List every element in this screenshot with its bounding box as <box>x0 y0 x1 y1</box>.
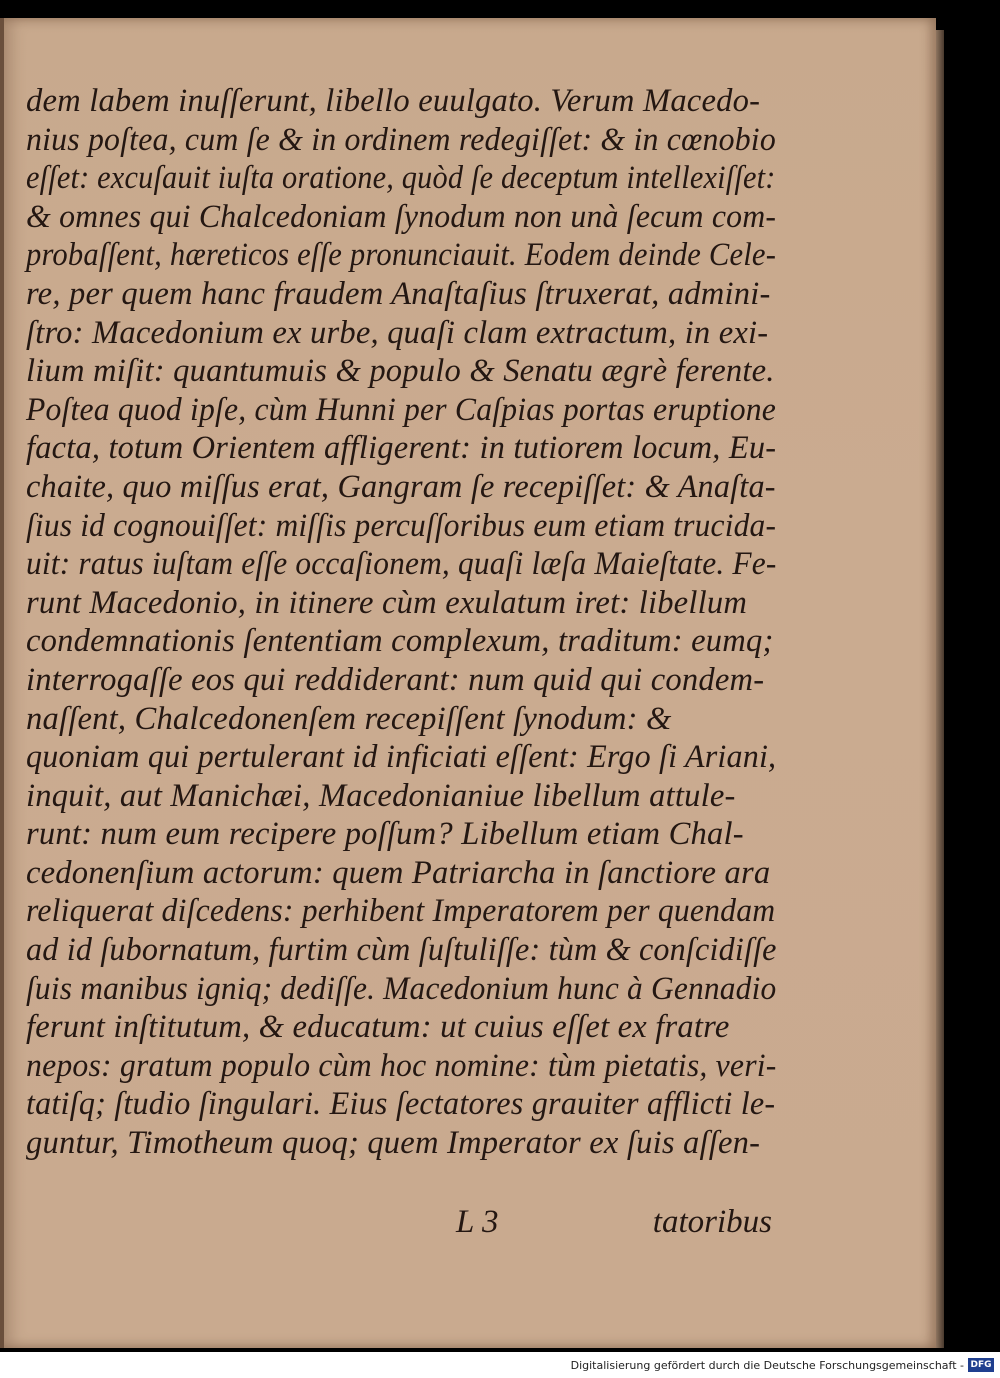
credit-bar <box>0 1352 1000 1378</box>
text-line: cedonenſium actorum: quem Patriarcha in ſanctiore ara <box>26 854 771 891</box>
text-line: lium miſit: quantumuis & populo & Senatu ægrè ferente. <box>26 353 775 390</box>
text-line: ad id ſubornatum, furtim cùm ſuſtuliſſe: tùm & conſcidiſſe <box>26 932 777 969</box>
text-line: ſuis manibus igniq; dediſſe. Macedonium hunc à Gennadio <box>26 970 777 1007</box>
text-line: & omnes qui Chalcedoniam ſynodum non unà ſecum com- <box>26 198 777 235</box>
text-line: nepos: gratum populo cùm hoc nomine: tùm pietatis, veri- <box>26 1047 777 1084</box>
page-text <box>26 82 786 1163</box>
text-line: inquit, aut Manichæi, Macedonianiue libellum attule- <box>26 777 736 814</box>
text-line: eſſet: excuſauit iuſta oratione, quòd ſe deceptum intellexiſſet: <box>26 160 776 197</box>
signature-mark: L 3 <box>456 1204 499 1240</box>
text-line: condemnationis ſententiam complexum, traditum: eumq; <box>26 623 774 660</box>
text-line: naſſent, Chalcedonenſem recepiſſent ſynodum: & <box>26 700 672 737</box>
text-line: Poſtea quod ipſe, cùm Hunni per Caſpias portas eruptione <box>26 391 776 428</box>
text-line: reliquerat diſcedens: perhibent Imperatorem per quendam <box>26 893 776 930</box>
dfg-logo: DFG <box>968 1358 994 1372</box>
text-line: tatiſq; ſtudio ſingulari. Eius ſectatores grauiter afflicti le- <box>26 1086 776 1123</box>
book-page <box>4 18 936 1348</box>
text-line: ferunt inſtitutum, & educatum: ut cuius eſſet ex fratre <box>26 1009 730 1046</box>
catchword: tatoribus <box>652 1204 772 1240</box>
page-footer <box>26 1204 786 1244</box>
text-line: probaſſent, hæreticos eſſe pronunciauit. Eodem deinde Cele- <box>26 237 777 274</box>
text-line: ſius id cognouiſſet: miſſis percuſſoribus eum etiam trucida- <box>26 507 777 544</box>
text-line: re, per quem hanc fraudem Anaſtaſius ſtruxerat, admini- <box>26 275 771 312</box>
funding-credit: Digitalisierung gefördert durch die Deutsche Forschungsgemeinschaft - <box>570 1359 964 1372</box>
page-edge-shadow <box>936 30 944 1348</box>
text-line: ſtro: Macedonium ex urbe, quaſi clam extractum, in exi- <box>26 314 769 351</box>
text-line: quoniam qui pertulerant id inficiati eſſent: Ergo ſi Ariani, <box>26 739 777 776</box>
text-line: interrogaſſe eos qui reddiderant: num quid qui condem- <box>26 661 765 698</box>
text-line: nius poſtea, cum ſe & in ordinem redegiſſet: & in cœnobio <box>26 121 776 158</box>
text-line: facta, totum Orientem affligerent: in tutiorem locum, Eu- <box>26 430 777 467</box>
text-line: dem labem inuſſerunt, libello euulgato. Verum Macedo- <box>26 83 761 119</box>
text-line: runt Macedonio, in itinere cùm exulatum iret: libellum <box>26 584 748 621</box>
text-line: runt: num eum recipere poſſum? Libellum etiam Chal- <box>26 816 744 853</box>
text-line: chaite, quo miſſus erat, Gangram ſe recepiſſet: & Anaſta- <box>26 468 776 505</box>
text-line: guntur, Timotheum quoq; quem Imperator ex ſuis aſſen- <box>26 1125 761 1162</box>
text-line: uit: ratus iuſtam eſſe occaſionem, quaſi læſa Maieſtate. Fe- <box>26 546 777 583</box>
